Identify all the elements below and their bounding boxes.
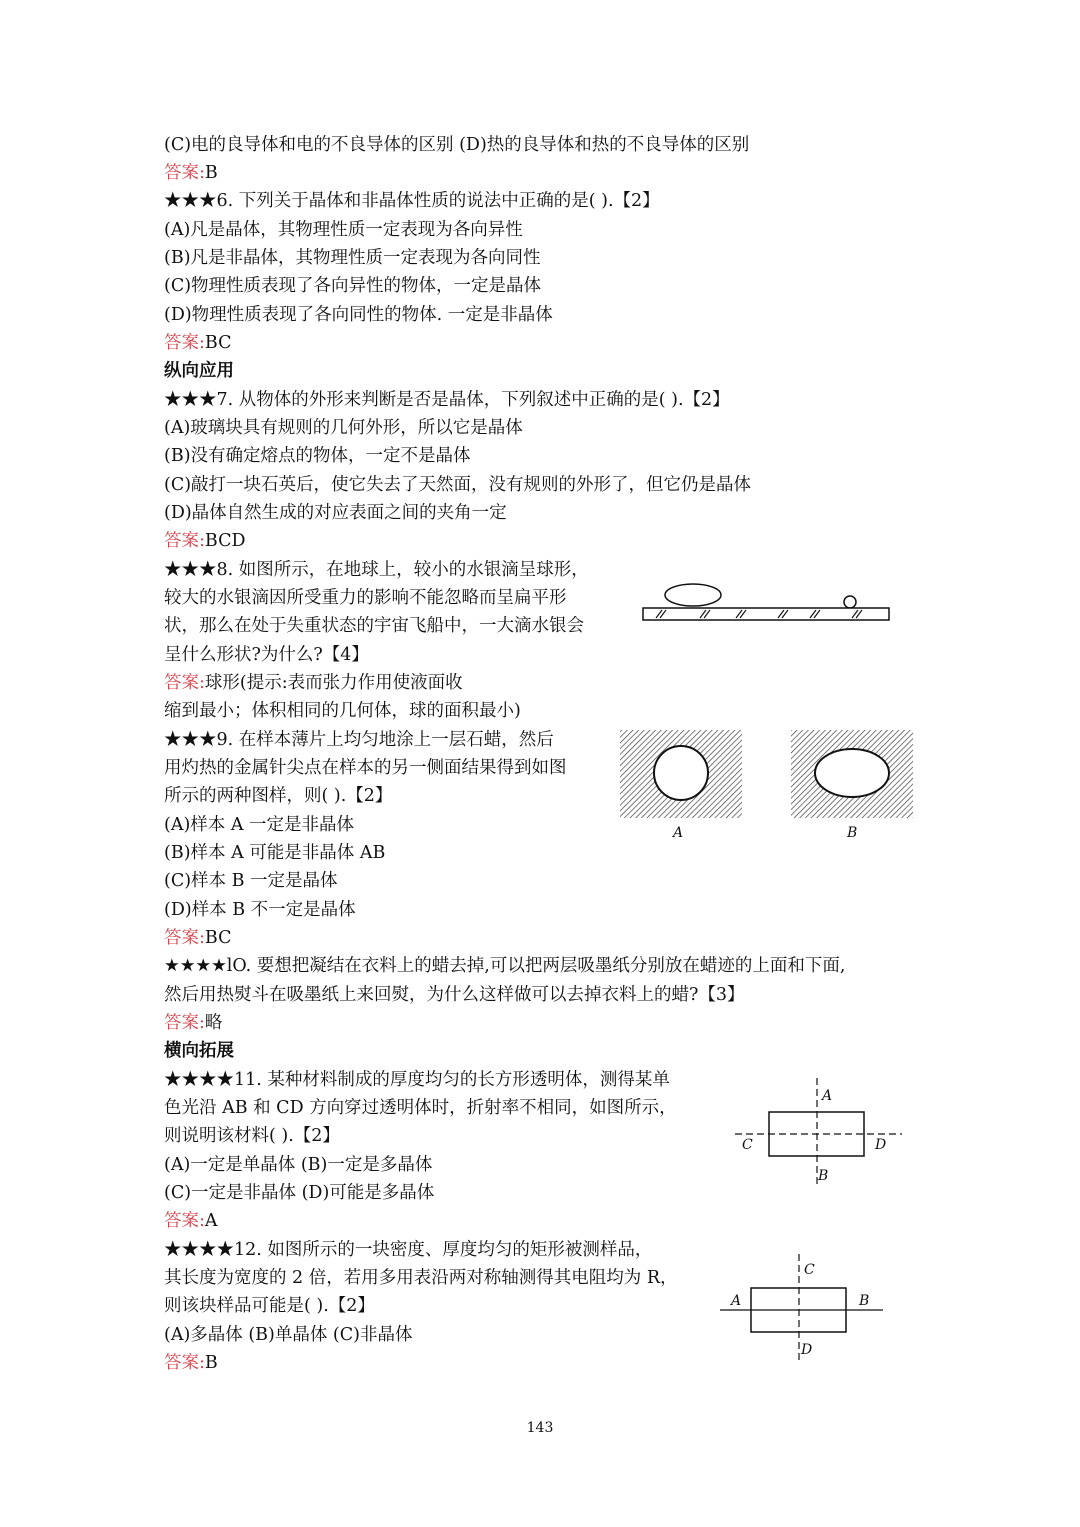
label-a: A [673,825,684,841]
sample-axes-figure [715,1250,890,1368]
question-9-line2: 用灼热的金属针尖点在样本的另一侧面结果得到如图 [164,758,567,778]
question-7: ★★★7. 从物体的外形来判断是否是晶体，下列叙述中正确的是( ).【2】 [164,390,730,410]
question-11-line3: 则说明该材料( ).【2】 [164,1126,340,1146]
answer-8-continued: 缩到最小；体积相同的几何体，球的面积最小) [164,701,521,721]
wax-pattern-figure [615,725,920,850]
question-10-line2: 然后用热熨斗在吸墨纸上来回熨，为什么这样做可以去掉衣料上的蜡?【3】 [164,985,745,1005]
question-8-line3: 状，那么在处于失重状态的宇宙飞船中，一大滴水银会 [164,616,584,636]
answer-value: A [204,1211,218,1231]
answer-value: B [204,163,218,183]
sample-b-ellipse [815,749,889,797]
q9-option-b: (B)样本 A 可能是非晶体 AB [164,843,386,863]
page-number: 143 [526,1420,554,1436]
question-8-line1: ★★★8. 如图所示，在地球上，较小的水银滴呈球形， [164,560,589,580]
answer-5 [164,162,218,184]
label-b: B [859,1293,870,1309]
section-heading-2: 横向拓展 [164,1041,234,1061]
answer-6 [164,332,231,354]
question-12-line2: 其长度为宽度的 2 倍，若用多用表沿两对称轴测得其电阻均为 R， [164,1268,678,1288]
label-c: C [742,1137,753,1153]
answer-label: 答案: [164,531,205,551]
q7-option-d: (D)晶体自然生成的对应表面之间的夹角一定 [164,503,507,523]
question-11-line1: ★★★★11. 某种材料制成的厚度均匀的长方形透明体，测得某单 [164,1070,670,1090]
question-6: ★★★6. 下列关于晶体和非晶体性质的说法中正确的是( ).【2】 [164,191,660,211]
sample-a-circle [654,746,708,800]
answer-value: BC [204,333,232,353]
q9-option-a: (A)样本 A 一定是非晶体 [164,815,355,835]
answer-label: 答案: [164,1353,205,1373]
plate [643,608,889,620]
answer-value: 球形(提示:表而张力作用使液面收 [204,673,463,693]
question-8-line4: 呈什么形状?为什么?【4】 [164,645,369,665]
q6-option-c: (C)物理性质表现了各向异性的物体，一定是晶体 [164,276,542,296]
label-a: A [731,1293,742,1309]
mercury-drops-figure [638,578,894,626]
answer-label: 答案: [164,1211,205,1231]
answer-11 [164,1210,218,1232]
q11-options-cd: (C)一定是非晶体 (D)可能是多晶体 [164,1183,435,1203]
q9-option-d: (D)样本 B 不一定是晶体 [164,900,356,920]
flat-mercury-drop [665,584,721,606]
q7-option-b: (B)没有确定熔点的物体，一定不是晶体 [164,446,471,466]
answer-value: BC [204,928,232,948]
section-heading-1: 纵向应用 [164,361,234,381]
label-b: B [847,825,858,841]
label-c: C [804,1262,815,1278]
q11-options-ab: (A)一定是单晶体 (B)一定是多晶体 [164,1155,433,1175]
question-10-line1: ★★★★lO. 要想把凝结在衣料上的蜡去掉,可以把两层吸墨纸分别放在蜡迹的上面和下面, [164,956,846,976]
q7-option-c: (C)敲打一块石英后，使它失去了天然面，没有规则的外形了，但它仍是晶体 [164,475,752,495]
label-a: A [822,1088,833,1104]
question-11-line2: 色光沿 AB 和 CD 方向穿过透明体时，折射率不相同，如图所示， [164,1098,677,1118]
answer-label: 答案: [164,1013,205,1033]
label-b: B [818,1168,829,1184]
question-9-line3: 所示的两种图样，则( ).【2】 [164,786,393,806]
answer-value: BCD [204,531,246,551]
question-8-line2: 较大的水银滴因所受重力的影响不能忽略而呈扁平形 [164,588,567,608]
answer-7 [164,530,246,552]
answer-label: 答案: [164,673,205,693]
label-d: D [875,1137,887,1153]
answer-8 [164,672,463,694]
q6-option-d: (D)物理性质表现了各向同性的物体. 一定是非晶体 [164,305,553,325]
q6-option-a: (A)凡是晶体，其物理性质一定表现为各向异性 [164,220,523,240]
answer-label: 答案: [164,333,205,353]
q9-option-c: (C)样本 B 一定是晶体 [164,871,338,891]
answer-label: 答案: [164,163,205,183]
answer-label: 答案: [164,928,205,948]
question-9-line1: ★★★9. 在样本薄片上均匀地涂上一层石蜡，然后 [164,730,554,750]
option-line: (C)电的良导体和电的不良导体的区别 (D)热的良导体和热的不良导体的区别 [164,135,750,155]
q6-option-b: (B)凡是非晶体，其物理性质一定表现为各向同性 [164,248,541,268]
q12-options: (A)多晶体 (B)单晶体 (C)非晶体 [164,1325,413,1345]
prism-axes-figure [730,1074,910,1192]
answer-12 [164,1352,218,1374]
question-12-line3: 则该块样品可能是( ).【2】 [164,1296,375,1316]
answer-value: 略 [204,1013,223,1033]
question-12-line1: ★★★★12. 如图所示的一块密度、厚度均匀的矩形被测样品， [164,1240,653,1260]
answer-9 [164,927,231,949]
label-d: D [801,1342,813,1358]
answer-10 [164,1012,222,1034]
small-mercury-drop [844,596,856,608]
q7-option-a: (A)玻璃块具有规则的几何外形，所以它是晶体 [164,418,523,438]
answer-value: B [204,1353,218,1373]
